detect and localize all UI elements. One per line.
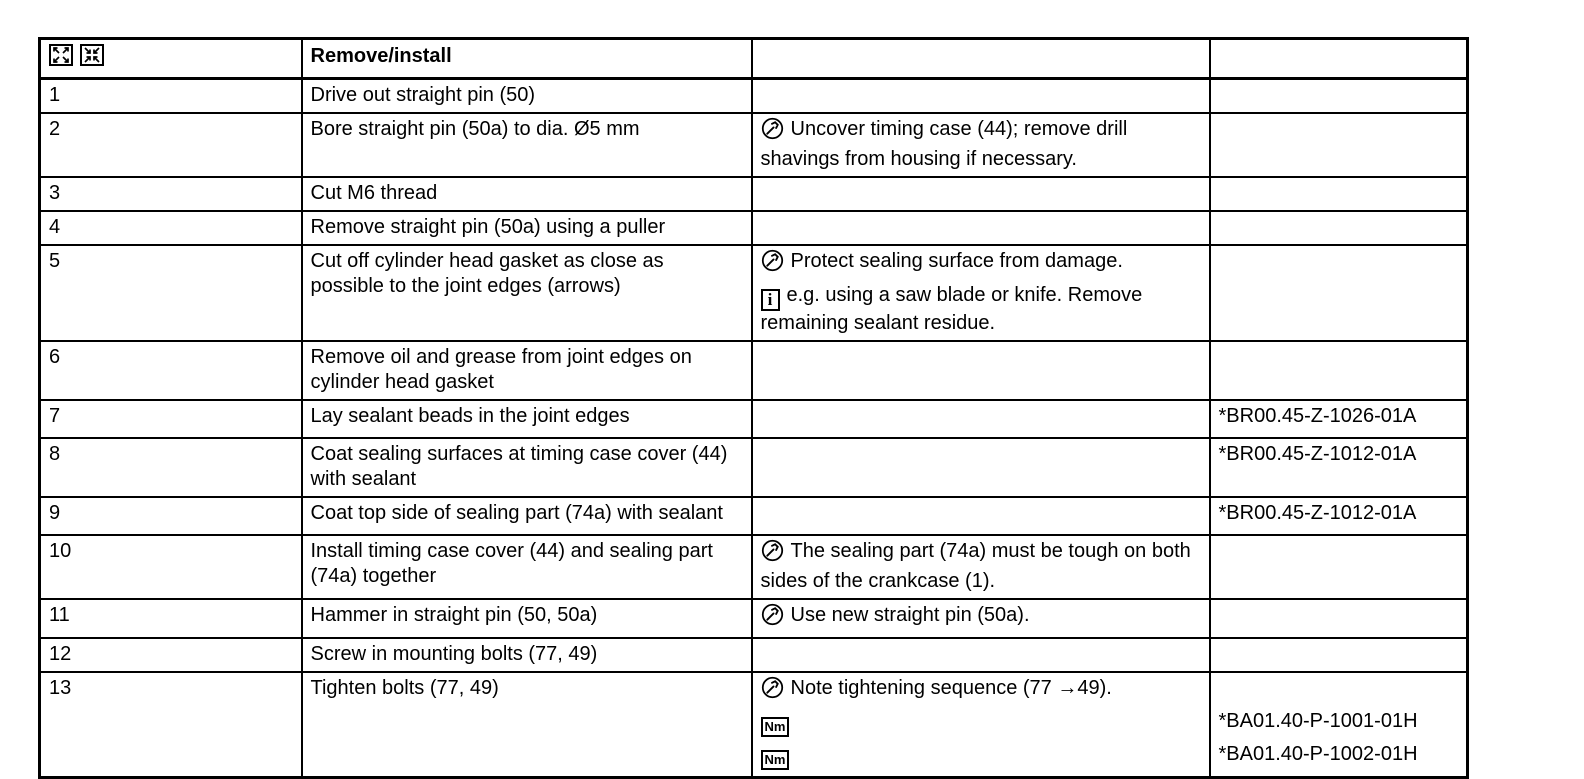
step-number: 7 [49,405,61,427]
notes-cell [752,638,1210,672]
task-text: Coat sealing surfaces at timing case cover (44) with sealant [310,443,728,490]
step-number-cell [40,79,302,114]
code-cell [1210,497,1468,535]
task-cell [302,341,752,400]
step-number: 4 [49,216,61,238]
task-text: Install timing case cover (44) and sealing part (74a) together [310,540,713,587]
task-text: Hammer in straight pin (50, 50a) [310,604,598,626]
code-cell [1210,79,1468,114]
step-number-cell [40,438,302,497]
task-text: Remove oil and grease from joint edges on cylinder head gasket [310,346,692,393]
task-cell [302,497,752,535]
step-number-cell [40,400,302,438]
task-text: Screw in mounting bolts (77, 49) [310,643,598,665]
collapse-icon[interactable] [80,44,104,73]
step-number: 5 [49,250,61,272]
task-cell [302,211,752,245]
task-cell [302,672,752,778]
notes-cell [752,672,1210,778]
task-cell [302,79,752,114]
step-number-cell [40,341,302,400]
notes-cell [752,79,1210,114]
table-row [40,79,1468,114]
header-notes-cell [752,39,1210,79]
task-text: Cut off cylinder head gasket as close as possible to the joint edges (arrows) [310,250,664,297]
task-cell [302,535,752,599]
task-text: Remove straight pin (50a) using a puller [310,216,666,238]
step-number: 1 [49,84,61,106]
header-task-label: Remove/install [310,45,452,67]
note-text: Note tightening sequence (77 →49). [790,677,1112,699]
code-line: *BA01.40-P-1002-01H [1218,743,1418,765]
table-row [40,438,1468,497]
step-number-cell [40,177,302,211]
task-text: Tighten bolts (77, 49) [310,677,499,699]
step-number: 10 [49,540,72,562]
table-row [40,211,1468,245]
task-text: Bore straight pin (50a) to dia. Ø5 mm [310,118,640,140]
step-number-cell [40,497,302,535]
expand-icon[interactable] [49,44,73,73]
note-circle-icon [761,249,784,279]
note-line [761,249,1201,279]
step-number: 3 [49,182,61,204]
step-number: 9 [49,502,61,524]
table-header-row [40,39,1468,79]
step-number: 11 [49,604,70,626]
notes-cell [752,113,1210,177]
table-row [40,177,1468,211]
header-code-cell [1210,39,1468,79]
step-number: 6 [49,346,61,368]
code-cell [1210,113,1468,177]
code-cell [1210,672,1468,778]
table-row [40,400,1468,438]
notes-cell [752,245,1210,341]
code-line: *BR00.45-Z-1012-01A [1218,443,1417,465]
code-cell [1210,438,1468,497]
code-line: *BR00.45-Z-1012-01A [1218,502,1417,524]
code-line [1219,676,1459,705]
task-text: Lay sealant beads in the joint edges [310,405,630,427]
task-cell [302,599,752,638]
task-cell [302,113,752,177]
table-row [40,599,1468,638]
step-number-cell [40,245,302,341]
table-row [40,535,1468,599]
note-line [761,539,1201,594]
table-row [40,672,1468,778]
note-line [761,117,1201,172]
code-cell [1210,245,1468,341]
notes-cell [752,341,1210,400]
note-line [761,676,1201,706]
note-circle-icon [761,117,784,147]
notes-cell [752,400,1210,438]
step-number: 2 [49,118,61,140]
notes-cell [752,438,1210,497]
table-body [40,79,1468,778]
notes-cell [752,177,1210,211]
code-line: *BR00.45-Z-1026-01A [1218,405,1417,427]
notes-cell [752,211,1210,245]
notes-cell [752,535,1210,599]
header-number-cell [40,39,302,79]
note-text: Protect sealing surface from damage. [790,250,1123,272]
note-line [761,603,1201,633]
step-number: 13 [49,677,72,699]
nm-icon: Nm [761,750,790,770]
task-cell [302,400,752,438]
note-text: e.g. using a saw blade or knife. Remove remaining sealant residue. [760,284,1143,334]
header-task-cell [302,39,752,79]
note-circle-icon [761,603,784,633]
note-text: Use new straight pin (50a). [790,604,1030,626]
info-box-icon: i [761,289,780,311]
table-row [40,497,1468,535]
code-cell [1210,177,1468,211]
note-text: The sealing part (74a) must be tough on both sides of the crankcase (1). [760,540,1191,592]
procedure-table [38,37,1469,779]
step-number-cell [40,599,302,638]
task-text: Drive out straight pin (50) [310,84,536,106]
step-number-cell [40,672,302,778]
note-circle-icon [761,676,784,706]
code-cell [1210,400,1468,438]
table-row [40,245,1468,341]
code-cell [1210,638,1468,672]
note-line [761,743,1201,772]
task-cell [302,177,752,211]
task-cell [302,638,752,672]
code-line: *BA01.40-P-1001-01H [1218,710,1418,732]
table-row [40,341,1468,400]
code-cell [1210,535,1468,599]
table-row [40,113,1468,177]
note-line [761,283,1201,336]
note-text: Uncover timing case (44); remove drill shavings from housing if necessary. [760,118,1128,170]
step-number-cell [40,638,302,672]
step-number-cell [40,211,302,245]
table-row [40,638,1468,672]
code-cell [1210,599,1468,638]
notes-cell [752,599,1210,638]
task-text: Cut M6 thread [310,182,438,204]
code-cell [1210,341,1468,400]
task-text: Coat top side of sealing part (74a) with sealant [310,502,723,524]
notes-cell [752,497,1210,535]
code-cell [1210,211,1468,245]
step-number: 12 [49,643,72,665]
note-line [761,710,1201,739]
nm-icon: Nm [761,717,790,737]
step-number-cell [40,113,302,177]
task-cell [302,438,752,497]
note-circle-icon [761,539,784,569]
step-number: 8 [49,443,61,465]
step-number-cell [40,535,302,599]
task-cell [302,245,752,341]
header-icons [49,44,293,73]
